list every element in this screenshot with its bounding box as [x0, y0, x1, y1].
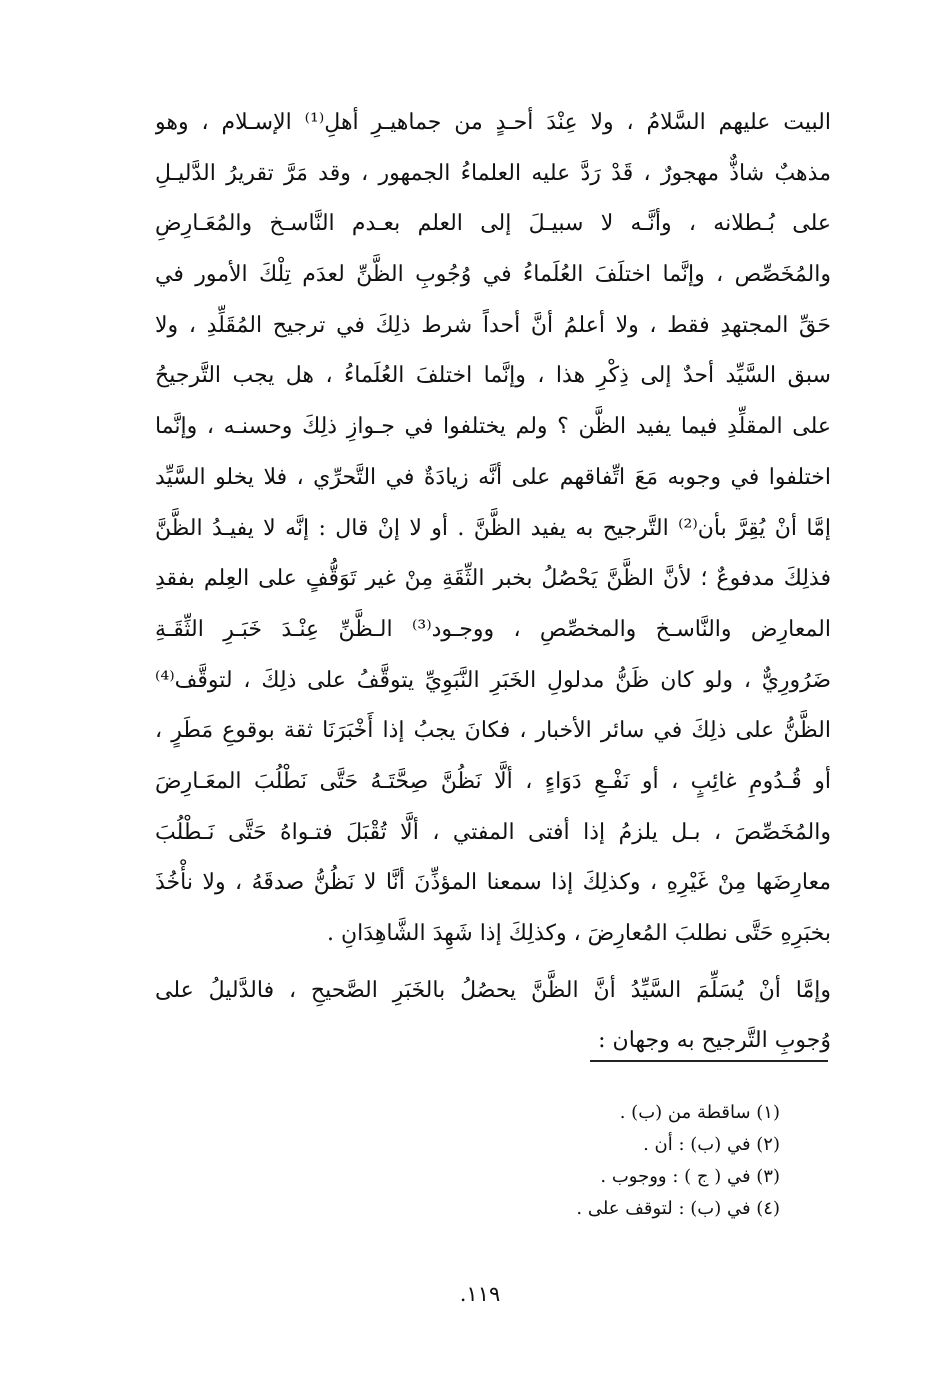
text-line: بخبَرِهِ حَتَّى نطلبَ المُعارِضَ ، وكذلِكَ إذا شَهِدَ الشَّاهِدَانِ . [327, 921, 831, 946]
footnote: (٤) في (ب) : لتوقف على . [576, 1198, 780, 1219]
text-line: فذلِكَ مدفوعٌ ؛ لأنَّ الظَّنَّ يَحْصُلُ بخبر الثِّقَةِ مِنْ غير تَوَقُّفٍ على العِلم بفقدِ [155, 566, 831, 592]
page-number: ١١٩. [459, 1282, 501, 1306]
paragraph [155, 98, 831, 960]
text-line: الظَّنُّ على ذلِكَ في سائر الأخبار ، فكانَ يجبُ إذا أَخْبَرَنَا ثقة بوقوعِ مَطَرٍ ، [155, 718, 831, 744]
footnote: (٣) في ( ج ) : ووجوب . [600, 1166, 780, 1187]
paragraph [155, 966, 831, 1067]
text-line: اختلفوا في وجوبه مَعَ اتِّفاقهم على أنَّه زيادَةٌ في التَّحرِّي ، فلا يخلو السَّيِّد [155, 464, 831, 490]
text-line: وُجوبِ التَّرجيح به وجهان : [598, 1028, 831, 1054]
footnote-separator [590, 1060, 828, 1062]
text-line: مذهبٌ شاذٌّ مهجورٌ ، قَدْ رَدَّ عليه العلماءُ الجمهور ، وقد مَرَّ تقريرُ الدَّليـلِ [155, 160, 831, 186]
footnote: (٢) في (ب) : أن . [643, 1134, 780, 1155]
footnote: (١) ساقطة من (ب) . [619, 1102, 780, 1123]
text-line: على المقلِّدِ فيما يفيد الظَّن ؟ ولم يختلفوا في جـوازِ ذلِكَ وحسنـه ، وإنَّما [155, 414, 831, 440]
text-line: ضَرُورِيٌّ ، ولو كان ظَنُّ مدلولِ الخَبَرِ النَّبَوِيِّ يتوقَّفُ على ذلِكَ ، لتوقَّف⁽⁴⁾ [155, 667, 831, 693]
text-line: على بُـطلانه ، وأنَّـه لا سبيـلَ إلى العلم بعـدم النَّاسـخ والمُعَـارِضِ [155, 211, 831, 237]
text-line: حَقِّ المجتهدِ فقط ، ولا أعلمُ أنَّ أحداً شرط ذلِكَ في ترجيح المُقَلِّدِ ، ولا [155, 312, 831, 338]
text-line: وإمَّا أنْ يُسَلِّمَ السَّيِّدُ أنَّ الظَّنَّ يحصُلُ بالخَبَرِ الصَّحيحِ ، فالدَّليلُ على [155, 977, 831, 1003]
text-line: أو قُـدُومِ غائِبٍ ، أو نَفْـعِ دَوَاءٍ ، ألَّا نَظُنَّ صِحَّتَـهُ حَتَّى نَطْلُبَ المعَـارِضَ [155, 768, 831, 794]
text-line: معارِضَها مِنْ غَيْرِهِ ، وكذلِكَ إذا سمعنا المؤذِّنَ أنَّا لا نَظُنُّ صدقَهُ ، ولا نأْخُذَ [155, 870, 831, 896]
text-line: البيت عليهم السَّلامُ ، ولا عِنْدَ أحـدٍ من جماهيـرِ أهلِ⁽¹⁾ الإسـلام ، وهو [155, 110, 831, 135]
text-line: والمُخَصِّصَ ، بـل يلزمُ إذا أفتى المفتي ، ألَّا تُقْبَلَ فتـواهُ حَتَّى نَـطْلُبَ [155, 819, 831, 845]
footnotes [460, 1097, 780, 1225]
text-line: إمَّا أنْ يُقِرَّ بأن⁽²⁾ التَّرجيح به يفيد الظَّنَّ . أو لا إنْ قال : إنَّه لا يفيـدُ الظَّنَّ [155, 515, 831, 541]
text-line: سبق السَّيِّد أحدٌ إلى ذِكْرِ هذا ، وإنَّما اختلفَ العُلَماءُ ، هل يجب التَّرجيحُ [155, 363, 831, 389]
main-text [155, 98, 831, 1067]
text-line: المعارِض والنَّاسـخ والمخصِّصِ ، ووجـود⁽³⁾ الـظَّنِّ عِنْـدَ خَبَـرِ الثِّقَـةِ [155, 616, 831, 642]
text-line: والمُخَصِّص ، وإنَّما اختلَفَ العُلَماءُ في وُجُوبِ الظَّنِّ لعدَم تِلْكَ الأمور في [155, 262, 831, 288]
